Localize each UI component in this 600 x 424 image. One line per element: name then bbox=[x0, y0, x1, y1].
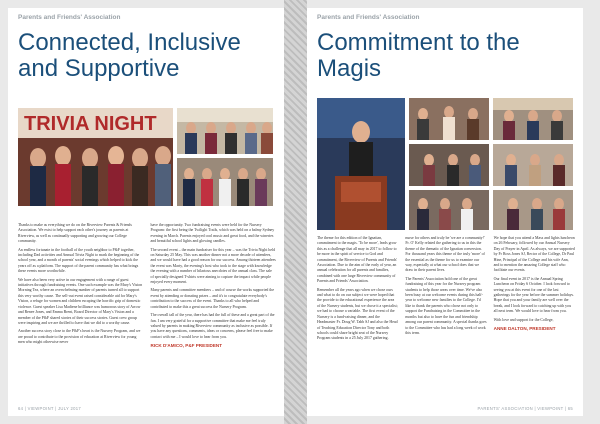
paragraph: The overall tall of the year, there has had the full of these and a great part of the fun. I am very grateful for a supportive committee that make me feel truly valued by parents in making Riverview community as inclusive as possible. If you have any questions, comments, ideas or concerns, please feel free to make contact with me – I would love to hear from you. bbox=[150, 313, 275, 339]
paragraph: nurse for others and truly be 'we are a community!' Fr. O' Kelly related the gathering to us in this the theme of the thematic of the Ignatian conversion. For thousand years this theme of the truly 'more' of the essential as the theme for us to examine our way, especially at what our school does that we draw in their parent lives. bbox=[405, 236, 485, 273]
paragraph: The theme for this edition of the Ignatian, commitment to the magis. 'To be more', leads grow this as a challenge that all may in 2017 to follow to be more in the spirit of service to God and commitment, the Riverview of Parents and Friends' Association. Due to the aim of the early of year, an annual celebration for all parents and families, combined with one large Riverview community of Parents and Friends' Association. bbox=[317, 236, 398, 284]
paragraph: The Parents' Association hold one of the great fundraising of this year for the Nursery program students to help those areas over time. We've also been busy at our welcome events during this half-year to welcome new families to the College. I'd like to thank the parents who chose not only to support the Fundraising in the Committee in the months but also to have the fun and friendship among our parent community. A special thanks goes to the Committee who has had a long week of work this term. bbox=[405, 276, 487, 335]
event-photo-4-image bbox=[493, 144, 573, 186]
event-photo-3 bbox=[409, 144, 489, 186]
paragraph: have the opportunity. Two fundraising events were held for the Nursery Program: the first being the Twilight Trails, which was held on a balmy Sydney evening in March. Parents enjoyed cool music and great food, and the wineries and beautiful school lights and glowing candles. bbox=[150, 223, 275, 244]
trivia-night-photo-image bbox=[18, 108, 173, 206]
paragraph: Many parents and committee members – and of course the works supported the event by attending or donating prizes – and it's to congratulate everybody's contribution to the success of the event. Thanks to all who helped and contributed to make this a great success the Nursery Program. bbox=[150, 288, 275, 309]
group-photo-bottom-image bbox=[177, 158, 273, 206]
event-photo-2 bbox=[493, 98, 573, 140]
paragraph: With love and support for the College, bbox=[493, 317, 554, 322]
paragraph: We have also been very active in our engagement with a range of guest initiatives through fundraising events. One such example was the Mary's Vision Morning Tea, where an overwhelming number of parents turned all to support this very worthy cause. The sell-out event raised considerable aid for Mary's Vision, a refuge for women and children escaping the horrific grip of domestic violence. Guest speaker Lisa Madiene brilliance was humorous story of Arrow and Renee Jones, and Emma Brent, Board Director of Mary's Vision and a member of the P&F shared stories of their success stories. Guest crew group were inspiring and we are thrilled to have that we did to a worthy cause. bbox=[18, 277, 143, 325]
paragraph: Remember all the years ago when we chose ours and what to do on our subject we were hoped that the provide to the educational experience the area of the Nursery students, but we chose it a specialist; we had to choose a variable. The first event of the Nursery is a fund-raising dinner, and the Headmaster Fr. Doug W. Tabb SJ and also the Head of Teaching Education Director Tony and both schools could share bright seat of the Nursery Program students in a 25 July 2017 gathering. bbox=[317, 287, 398, 341]
page-header: Parents and Friends' Association bbox=[317, 14, 420, 21]
left-page bbox=[8, 8, 284, 416]
event-photo-2-image bbox=[493, 98, 573, 140]
page-spine bbox=[284, 0, 307, 424]
paragraph: Another success story close to the P&F's heart is the Nursery Program, and we are proud to contribute to the provision of education at Riverview for young men who might otherwise never bbox=[18, 329, 141, 345]
banner-text: TRIVIA NIGHT bbox=[24, 113, 157, 135]
group-photo-bottom bbox=[177, 158, 273, 206]
paragraph: Thanks to make as everything we do on the Riverview Parents & Friends Association. We exist to help support each other's journey as parents at Riverview, as well as continually supporting and growing our College community. bbox=[18, 223, 132, 244]
author-signature: RICK D'AMICO, P&F PRESIDENT bbox=[150, 343, 223, 349]
paragraph: The second event – the main fundraiser for this year – was the Trivia Night held on Saturday 25 May. This was another dinner not a more decade of attendees, and we would have had a good reason for our success. Among thirteen attendees the event was Marty, the evening's host who took to the stage with knowledge the evening with a number of hilarious anecdotes of the annual class. The sale of specially designed T-shirts were aiming to capture the impact while people enjoyed every moment. bbox=[150, 247, 276, 285]
speaker-photo bbox=[317, 98, 405, 230]
article-column-3 bbox=[494, 236, 575, 345]
article-column-2 bbox=[405, 236, 486, 345]
event-photo-5-image bbox=[409, 190, 489, 230]
page-title: Commitment to the Magis bbox=[317, 29, 520, 82]
article-column-1 bbox=[18, 223, 144, 352]
page-title: Connected, Inclusive and Supportive bbox=[18, 29, 241, 82]
author-signature: ANNE DALTON, PRESIDENT bbox=[493, 326, 556, 332]
article-column-2 bbox=[151, 223, 277, 352]
event-photo-5 bbox=[409, 190, 489, 230]
event-photo-6-image bbox=[493, 190, 573, 230]
paragraph: We hope that you attend a Mass and lights luncheon on 26 February, followed by our Annual Nursery Day of Prayer in April. As always, we are supported by Fr Ross Jones SJ, Rector of the College, Dr Paul Hine, Principal of the College and his wife Ann, and to mention the amazing College staff who facilitate our events. bbox=[493, 236, 575, 273]
article-columns bbox=[317, 236, 575, 345]
speaker-photo-image bbox=[317, 98, 405, 230]
paragraph: Our final event in 2017 is the Annual Spring Luncheon on Friday 6 October. I look forward to seeing you at this event for one of the last gatherings for the year before the summer holidays. Hope that you and your family are well over the break, and I look forward to catching up with you all next term. We would love to hear from you. bbox=[493, 276, 575, 314]
page-footer: PARENTS' ASSOCIATION | VIEWPOINT | 65 bbox=[477, 406, 573, 411]
event-photo-1 bbox=[409, 98, 489, 140]
trivia-night-photo bbox=[18, 108, 173, 206]
right-page bbox=[307, 8, 583, 416]
group-photo-top-image bbox=[177, 108, 273, 154]
page-header: Parents and Friends' Association bbox=[18, 14, 121, 21]
paragraph: An endless fortunate in the football of the youth neighbor to P&F together, including Dad activities and Annual Trivia Night to mark the beginning of the school year, and a month of parents' social evenings which helped to kick the years off as a platform. The support of the parent community has what brings these events more worthwhile. bbox=[18, 247, 140, 274]
event-photo-6 bbox=[493, 190, 573, 230]
article-column-1 bbox=[317, 236, 398, 345]
page-footer: 64 | VIEWPOINT | JULY 2017 bbox=[18, 406, 82, 411]
event-photo-4 bbox=[493, 144, 573, 186]
group-photo-top bbox=[177, 108, 273, 154]
event-photo-3-image bbox=[409, 144, 489, 186]
event-photo-1-image bbox=[409, 98, 489, 140]
article-columns bbox=[18, 223, 276, 352]
